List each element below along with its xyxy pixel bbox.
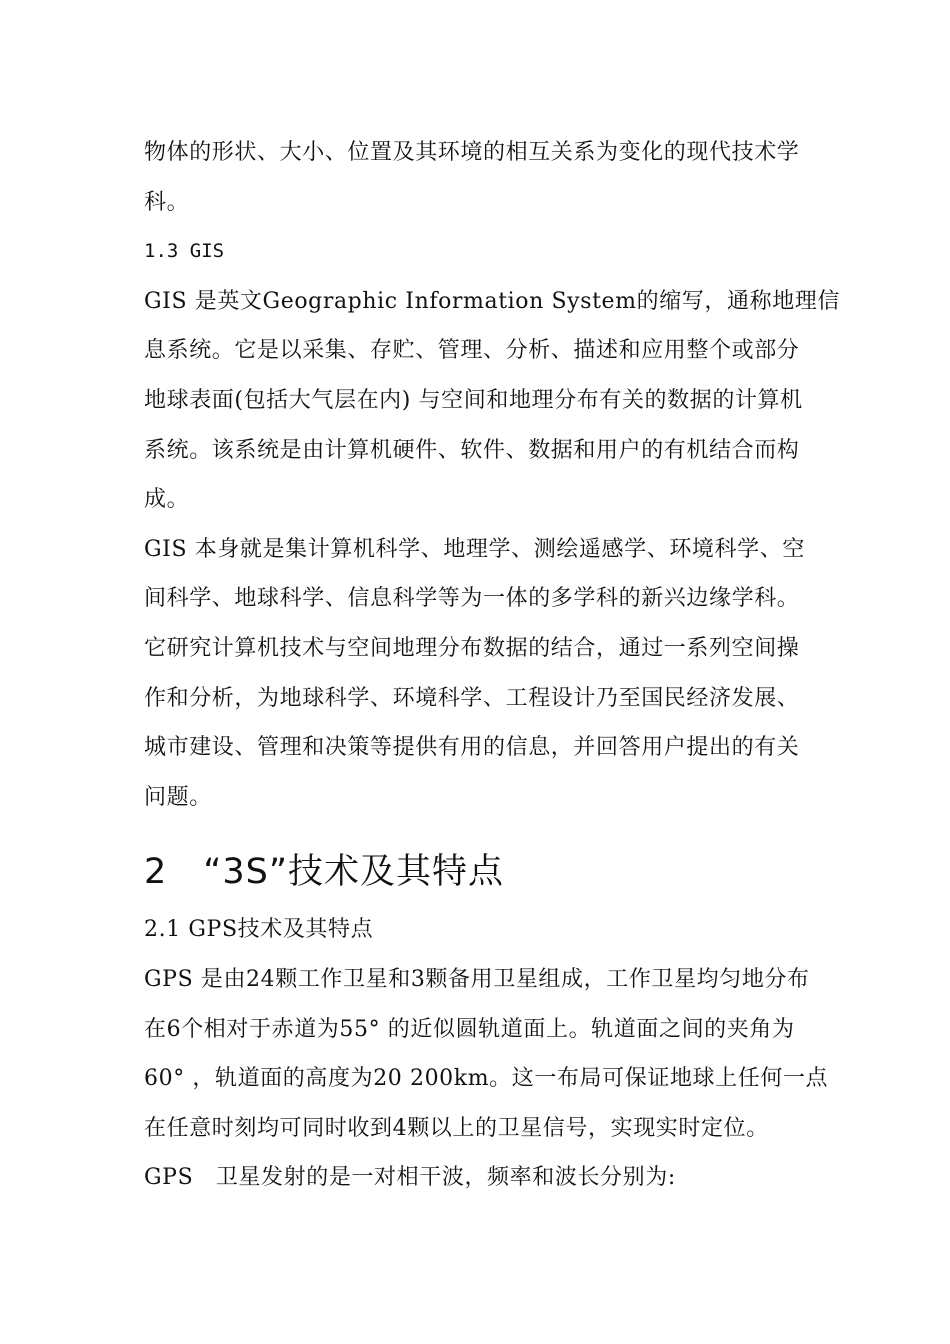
document-body bbox=[144, 128, 841, 1203]
paragraph-line: 在6个相对于赤道为55° 的近似圆轨道面上。轨道面之间的夹角为 bbox=[144, 1016, 795, 1042]
paragraph-line: GIS 本身就是集计算机科学、地理学、测绘遥感学、环境科学、空 bbox=[144, 536, 805, 562]
paragraph-line: 成。 bbox=[144, 487, 190, 513]
paragraph-line: GPS 是由24颗工作卫星和3颗备用卫星组成，工作卫星均匀地分布 bbox=[144, 966, 810, 992]
paragraph-line: 作和分析，为地球科学、环境科学、工程设计乃至国民经济发展、 bbox=[144, 685, 800, 711]
paragraph-line: 物体的形状、大小、位置及其环境的相互关系为变化的现代技术学 bbox=[144, 140, 800, 165]
paragraph-line: 地球表面(包括大气层在内) 与空间和地理分布有关的数据的计算机 bbox=[144, 387, 803, 413]
paragraph-line: 它研究计算机技术与空间地理分布数据的结合，通过一系列空间操 bbox=[144, 635, 800, 661]
subheading-gis: 1.3 GIS bbox=[144, 240, 225, 263]
paragraph-line: GPS 卫星发射的是一对相干波，频率和波长分别为: bbox=[144, 1165, 676, 1191]
paragraph-line: GIS 是英文Geographic Information System的缩写，通称地理信 bbox=[144, 288, 841, 314]
paragraph-line: 间科学、地球科学、信息科学等为一体的多学科的新兴边缘学科。 bbox=[144, 586, 800, 612]
paragraph-line: 城市建设、管理和决策等提供有用的信息，并回答用户提出的有关 bbox=[144, 735, 800, 761]
paragraph-line: 在任意时刻均可同时收到4颗以上的卫星信号，实现实时定位。 bbox=[144, 1115, 769, 1141]
paragraph-line: 系统。该系统是由计算机硬件、软件、数据和用户的有机结合而构 bbox=[144, 437, 800, 463]
subheading-gps: 2.1 GPS技术及其特点 bbox=[144, 917, 374, 943]
section-heading: 2 “3S”技术及其特点 bbox=[144, 852, 505, 893]
paragraph-line: 科。 bbox=[144, 189, 190, 215]
paragraph-line: 息系统。它是以采集、存贮、管理、分析、描述和应用整个或部分 bbox=[144, 338, 800, 364]
paragraph-line: 问题。 bbox=[144, 784, 212, 810]
paragraph-line: 60° ，轨道面的高度为20 200km。这一布局可保证地球上任何一点 bbox=[144, 1066, 829, 1092]
